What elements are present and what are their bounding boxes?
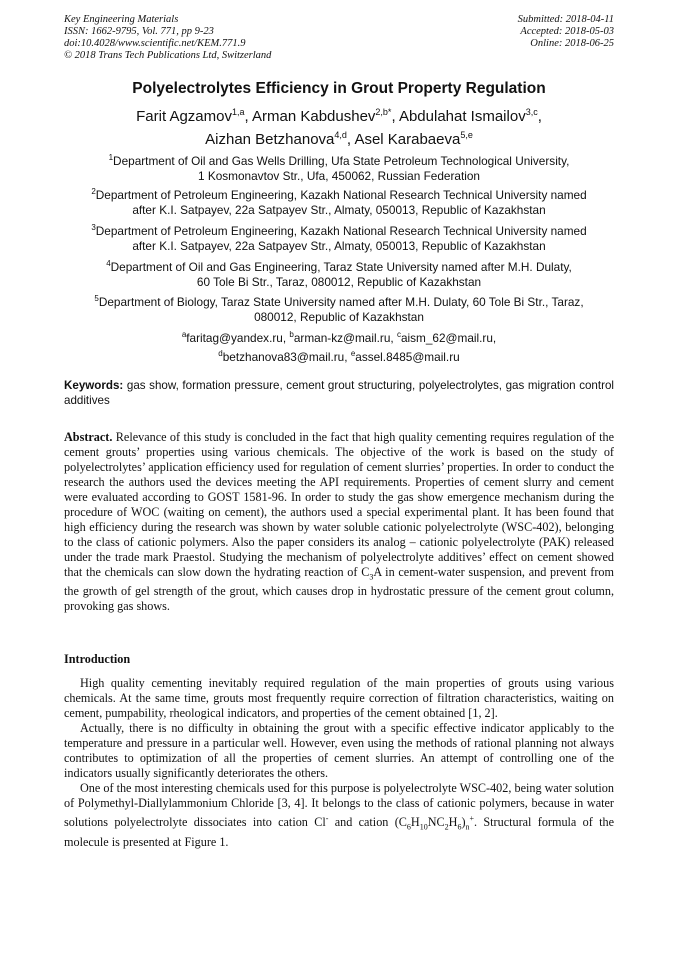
author-sup: 2,b* — [375, 107, 392, 117]
affiliation-4: $^4$Department of Oil and Gas Engineering, Taraz State University named after M.H. Dulaty, 60 Tole Bi Str., Taraz, 080012, Republic of Kazakhstan — [106, 259, 572, 289]
affiliation-3: $^3$Department of Petroleum Engineering, Kazakh National Research Technical University named after K.I. Satpayev, 22a Satpayev Str., Almaty, 050013, Republic of Kazakhstan — [91, 223, 587, 253]
author-sup: 3,c — [525, 107, 538, 117]
journal-info — [64, 14, 271, 62]
copyright: © 2018 Trans Tech Publications Ltd, Switzerland — [64, 50, 272, 61]
email-link[interactable]: aism_62@mail.ru, — [400, 330, 497, 345]
author-sup: 5,e — [460, 130, 473, 140]
affiliation-5: $^5$Department of Biology, Taraz State University named after M.H. Dulaty, 60 Tole Bi Str., Taraz, 080012, Republic of Kazakhstan — [94, 294, 584, 324]
journal-issn: ISSN: 1662-9795, Vol. 771, pp 9-23 — [64, 26, 214, 37]
accepted-date: Accepted: 2018-05-03 — [520, 26, 614, 37]
journal-name: Key Engineering Materials — [64, 14, 179, 25]
author-name: Abdulahat Ismailov — [398, 108, 526, 125]
author-name: Aizhan Betzhanova — [205, 131, 335, 148]
author-name: Arman Kabdushev — [252, 108, 376, 125]
abstract: Abstract. Relevance of this study is concluded in the fact that high quality cementing requires regulation of the cement grouts’ properties using various chemicals. The objective of the work is based on the study of polyelectrolytes’ application efficiency used for regulation of cement slurries’ properties. In order to conduct the research the authors used the devices meeting the API requirements. Properties of cement slurry and cement were evaluated according to GOST 1581-96. In order to study the gas show emergence mechanism during the procedure of WOC (waiting on cement), the authors used a special experimental plant. It has been found that high efficiency during the research was shown by water soluble cationic polyelectrolyte (WSC-402), belonging to the class of cationic polymers. Also the paper considers its analog – cationic polyelectrolyte (PAK) released under the trade mark Praestol. Studying the mechanism of polyelectrolyte additives’ effect on cement showed that the chemicals can slow down the hydrating reaction of $C_3A$ in cement-water suspension, and prevent from the growth of gel strength of the grout, which causes drop in hydrostatic pressure of the cement grout column, provoking gas shows. — [64, 430, 614, 614]
journal-doi: doi:10.4028/www.scientific.net/KEM.771.9 — [64, 38, 246, 49]
paragraph: High quality cementing inevitably required regulation of the main properties of grouts using various chemicals. At the same time, grouts most frequently require correction of filtration characteristics, waiting on cement, pumpability, rheological indicators, and properties of the cement obtained [1, 2]. — [64, 676, 614, 720]
author-name: Asel Karabaeva — [354, 131, 461, 148]
submitted-date: Submitted: 2018-04-11 — [517, 14, 614, 25]
affiliation-1: $^1$Department of Oil and Gas Wells Drilling, Ufa State Petroleum Technological University, 1 Kosmonavtov Str., Ufa, 450062, Russian Federation — [108, 153, 570, 183]
email-link[interactable]: arman-kz@mail.ru, — [293, 330, 397, 345]
keywords-text: gas show, formation pressure, cement grout structuring, polyelectrolytes, gas migration control additives — [64, 379, 614, 407]
introduction-body — [64, 676, 614, 850]
keywords — [64, 378, 614, 408]
paragraph: One of the most interesting chemicals used for this purpose is polyelectrolyte WSC-402, being water solution of Polymethyl-Diallylammonium Chloride [3, 4]. It belongs to the class of cationic polymers, because in water solutions polyelectrolyte dissociates into cation Cl- and cation $(C_6H_{10}NC_2H_6)_n^+$. Structural formula of the molecule is presented at Figure 1. — [64, 781, 614, 849]
online-date: Online: 2018-06-25 — [530, 38, 614, 49]
email-link[interactable]: faritag@yandex.ru, — [186, 330, 290, 345]
paragraph: Actually, there is no difficulty in obtaining the grout with a specific effective indicator applicably to the temperature and pressure in a particular well. However, even using the methods of rational planning not always contributes to optimization of all the properties of cement slurries. An attempt of controlling one of the indicators usually significantly deteriorates the others. — [64, 721, 614, 780]
author-name: Farit Agzamov — [136, 108, 232, 125]
author-sup: 1,a — [231, 107, 245, 117]
author-emails: $^a$faritag@yandex.ru, $^b$arman-kz@mail.ru, $^c$aism_62@mail.ru, $^d$betzhanova83@mail.ru, $^e$assel.8485@mail.ru — [181, 330, 497, 364]
affiliation-2: $^2$Department of Petroleum Engineering, Kazakh National Research Technical University named after K.I. Satpayev, 22a Satpayev Str., Almaty, 050013, Republic of Kazakhstan — [91, 187, 587, 217]
email-link[interactable]: betzhanova83@mail.ru, — [222, 349, 351, 364]
author-list: Farit Agzamov$^{1,a}$, Arman Kabdushev$^{2,b*}$, Abdulahat Ismailov$^{3,c}$, Aizhan Betzhanova$^{4,d}$, Asel Karabaeva$^{5,e}$ — [136, 107, 542, 148]
email-link[interactable]: assel.8485@mail.ru — [355, 349, 460, 364]
author-sup: 4,d — [334, 130, 347, 140]
abstract-label: Abstract. — [64, 430, 113, 444]
keywords-label: Keywords: — [64, 379, 124, 392]
section-heading-introduction: Introduction — [64, 652, 131, 666]
submission-dates — [518, 14, 614, 50]
paper-title: Polyelectrolytes Efficiency in Grout Property Regulation — [132, 80, 546, 97]
